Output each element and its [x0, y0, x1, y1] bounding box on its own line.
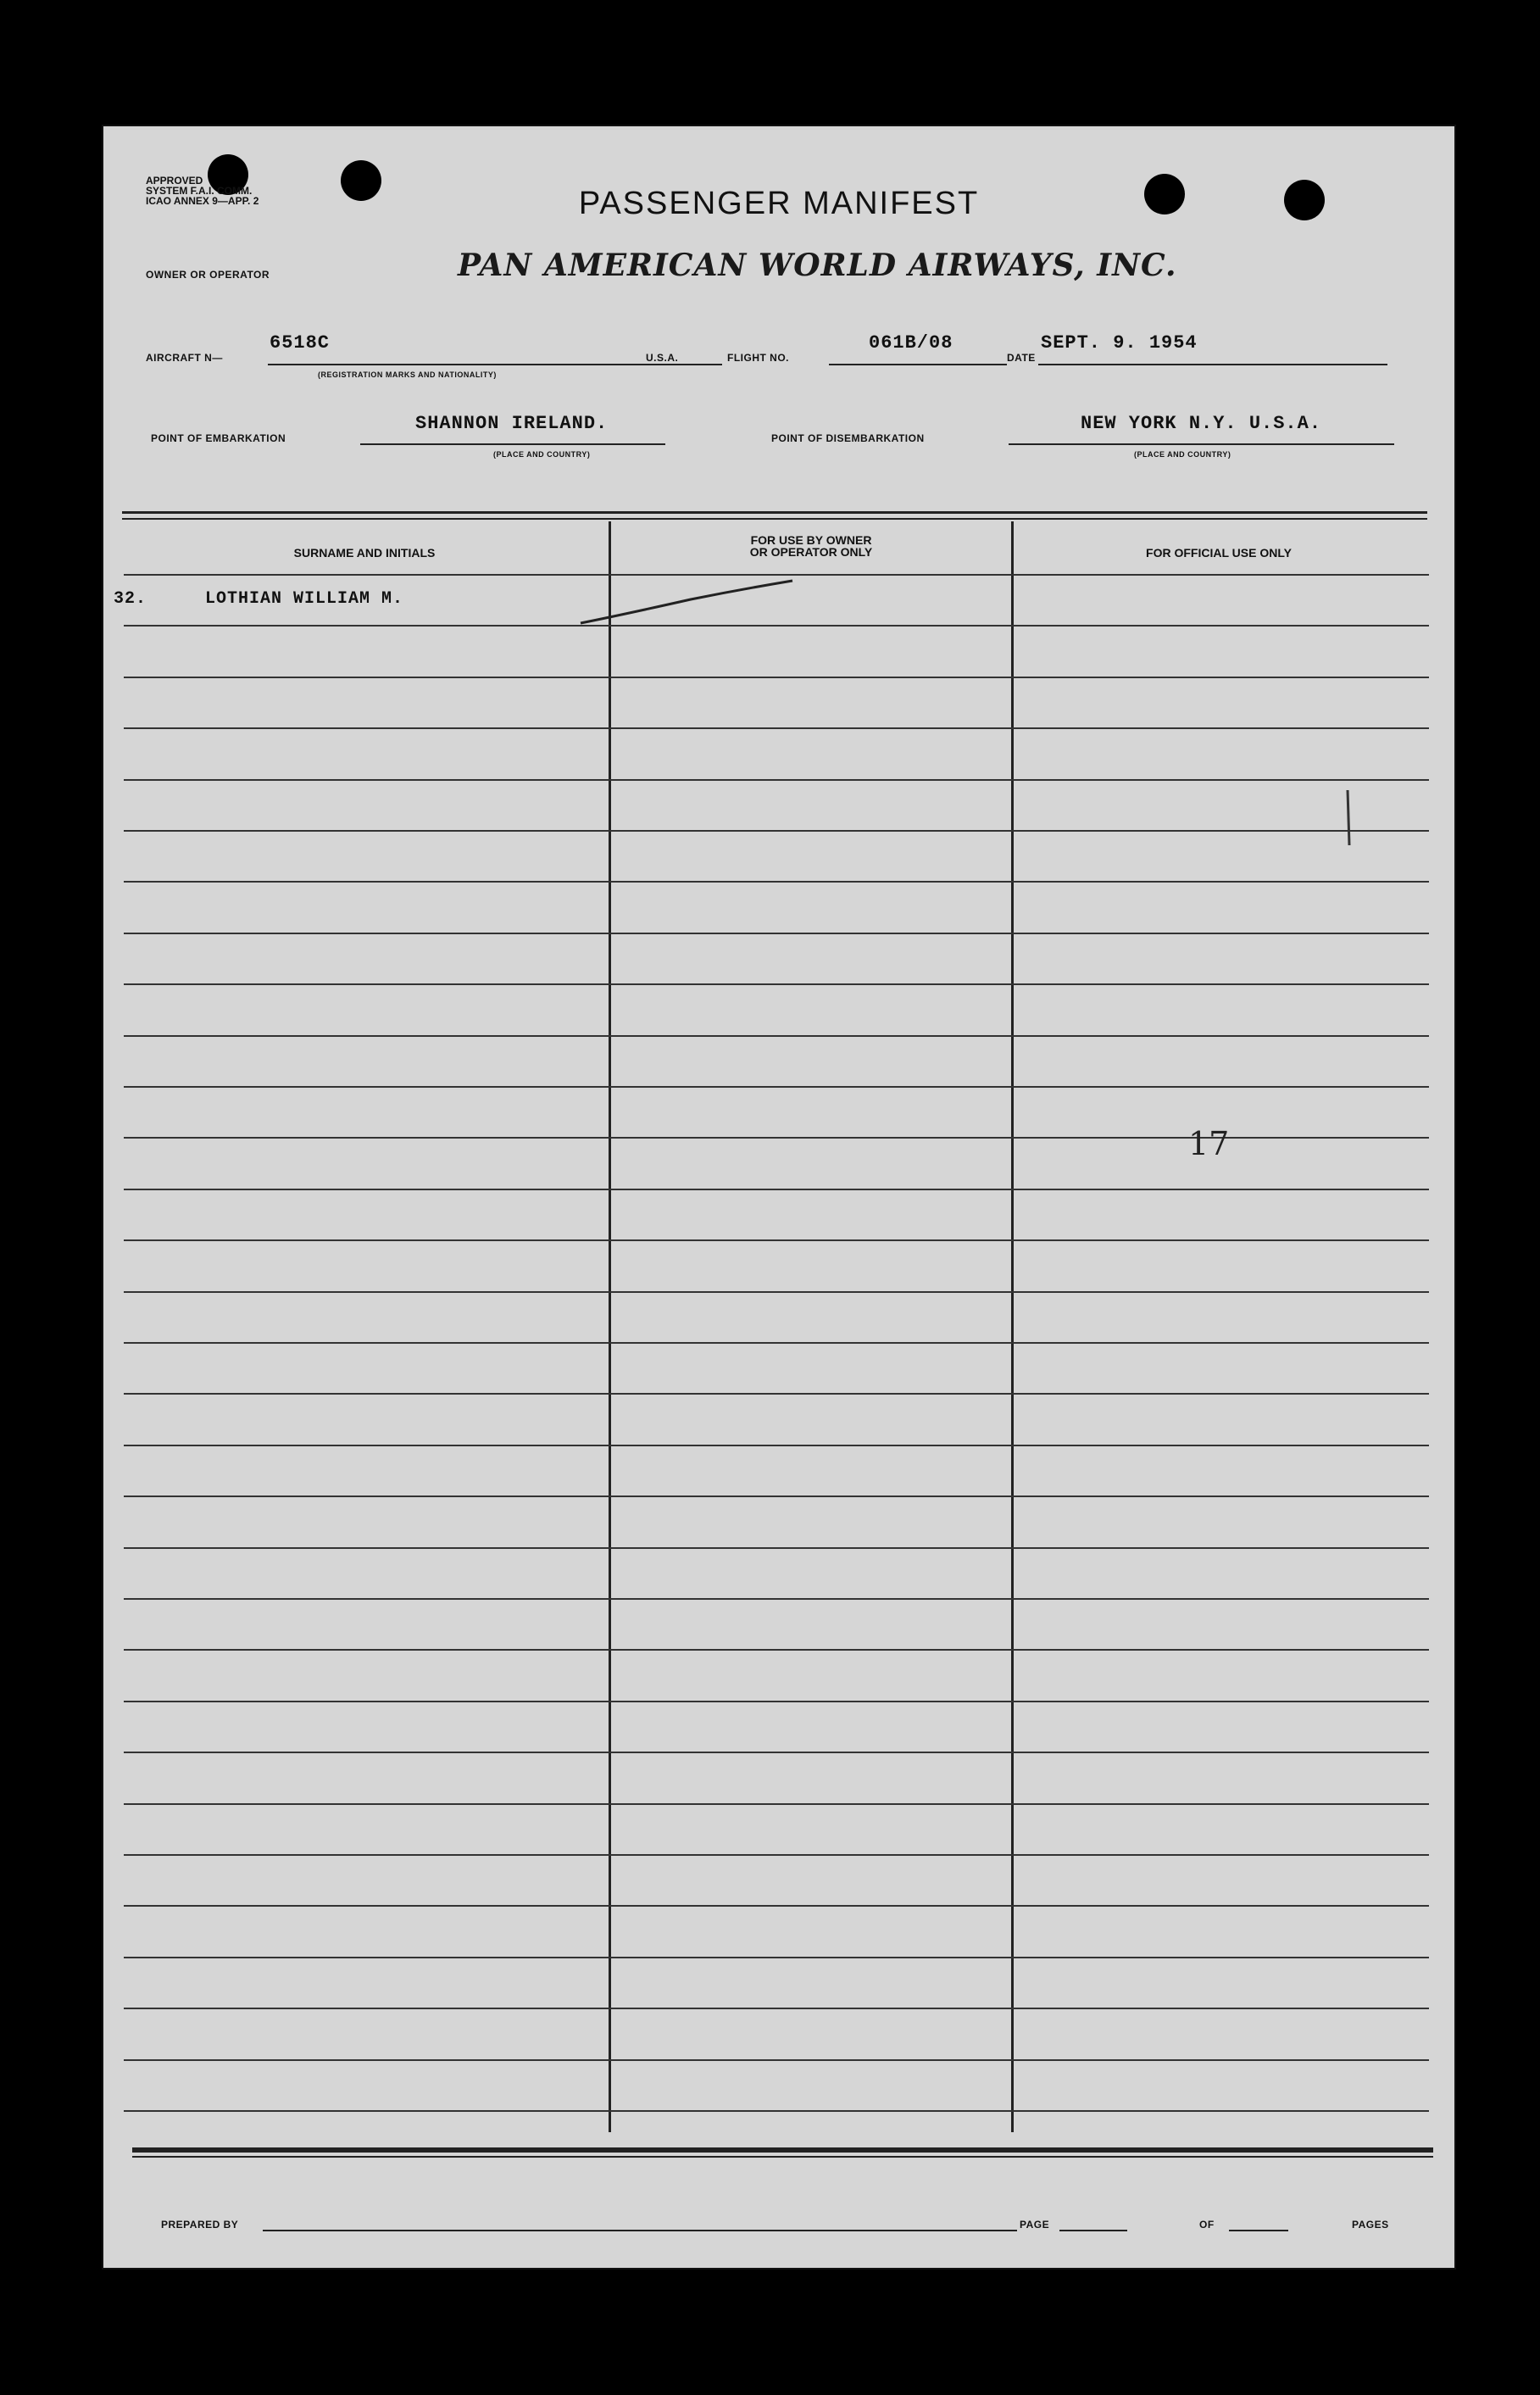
bottom-rule — [132, 2156, 1433, 2158]
handwritten-stroke — [572, 574, 809, 633]
table-row-line — [124, 1598, 1429, 1600]
table-row-line — [124, 2059, 1429, 2061]
owner-label: OWNER OR OPERATOR — [146, 269, 270, 281]
col-surname-header: SURNAME AND INITIALS — [293, 546, 436, 560]
table-row-line — [124, 1239, 1429, 1241]
col-official-header: FOR OFFICIAL USE ONLY — [1146, 546, 1292, 560]
table-row-line — [124, 1342, 1429, 1344]
table-row-line — [124, 1445, 1429, 1446]
embarkation-label: POINT OF EMBARKATION — [151, 432, 286, 444]
disembarkation-label: POINT OF DISEMBARKATION — [771, 432, 925, 444]
table-row-line — [124, 1649, 1429, 1651]
table-row-line — [124, 1035, 1429, 1037]
table-row-line — [124, 933, 1429, 934]
table-row-line — [124, 1905, 1429, 1907]
col-owner-header: FOR USE BY OWNER OR OPERATOR ONLY — [749, 533, 873, 559]
approval-notice: APPROVED SYSTEM F.A.I. COMM. ICAO ANNEX 9—APP. 2 — [146, 175, 259, 207]
column-divider — [1011, 521, 1014, 2132]
flight-underline — [829, 364, 1007, 365]
bottom-rule — [132, 2147, 1433, 2153]
column-divider — [609, 521, 611, 2132]
table-row-line — [124, 1854, 1429, 1856]
form-title: PASSENGER MANIFEST — [578, 186, 980, 221]
header-rule — [122, 511, 1427, 514]
table-row-line — [124, 881, 1429, 883]
disembarkation-underline — [1009, 443, 1394, 445]
table-row-line — [124, 1137, 1429, 1139]
prepared-label: PREPARED BY — [161, 2219, 239, 2231]
usa-label: U.S.A. — [646, 352, 679, 364]
date-label: DATE — [1007, 352, 1036, 364]
flight-label: FLIGHT NO. — [727, 352, 789, 364]
row-number: 32. — [114, 589, 147, 609]
page-underline — [1059, 2230, 1127, 2231]
embarkation-value: SHANNON IRELAND. — [415, 413, 609, 434]
date-underline — [1038, 364, 1387, 365]
table-row-line — [124, 779, 1429, 781]
page-label: PAGE — [1020, 2219, 1050, 2231]
table-row-line — [124, 677, 1429, 678]
date-value: SEPT. 9. 1954 — [1041, 332, 1198, 354]
table-row-line — [124, 727, 1429, 729]
header-rule — [122, 518, 1427, 520]
disembarkation-sublabel: (PLACE AND COUNTRY) — [1134, 450, 1231, 459]
embarkation-sublabel: (PLACE AND COUNTRY) — [493, 450, 591, 459]
prepared-underline — [263, 2230, 1017, 2231]
table-row-line — [124, 830, 1429, 832]
aircraft-value: 6518C — [270, 332, 331, 354]
manifest-paper — [102, 125, 1456, 2270]
pages-label: PAGES — [1352, 2219, 1389, 2231]
table-row-line — [124, 1803, 1429, 1805]
table-row-line — [124, 1752, 1429, 1753]
embarkation-underline — [360, 443, 665, 445]
passenger-name: LOTHIAN WILLIAM M. — [205, 589, 404, 609]
table-row-line — [124, 1701, 1429, 1702]
table-row-line — [124, 2008, 1429, 2009]
aircraft-underline — [268, 364, 722, 365]
of-underline — [1229, 2230, 1288, 2231]
handwritten-number: 17 — [1188, 1125, 1230, 1162]
handwritten-tick — [1339, 786, 1356, 854]
table-row-line — [124, 1495, 1429, 1497]
table-row-line — [124, 1547, 1429, 1549]
flight-value: 061B/08 — [869, 332, 953, 354]
table-row-line — [124, 2110, 1429, 2112]
owner-value: PAN AMERICAN WORLD AIRWAYS, INC. — [458, 248, 1177, 283]
table-row-line — [124, 1189, 1429, 1190]
table-row-line — [124, 1086, 1429, 1088]
aircraft-sublabel: (REGISTRATION MARKS AND NATIONALITY) — [318, 370, 497, 379]
table-row-line — [124, 1291, 1429, 1293]
table-row-line — [124, 983, 1429, 985]
of-label: OF — [1199, 2219, 1215, 2231]
disembarkation-value: NEW YORK N.Y. U.S.A. — [1081, 413, 1322, 434]
aircraft-label: AIRCRAFT N— — [146, 352, 223, 364]
table-row-line — [124, 1957, 1429, 1958]
table-row-line — [124, 1393, 1429, 1395]
